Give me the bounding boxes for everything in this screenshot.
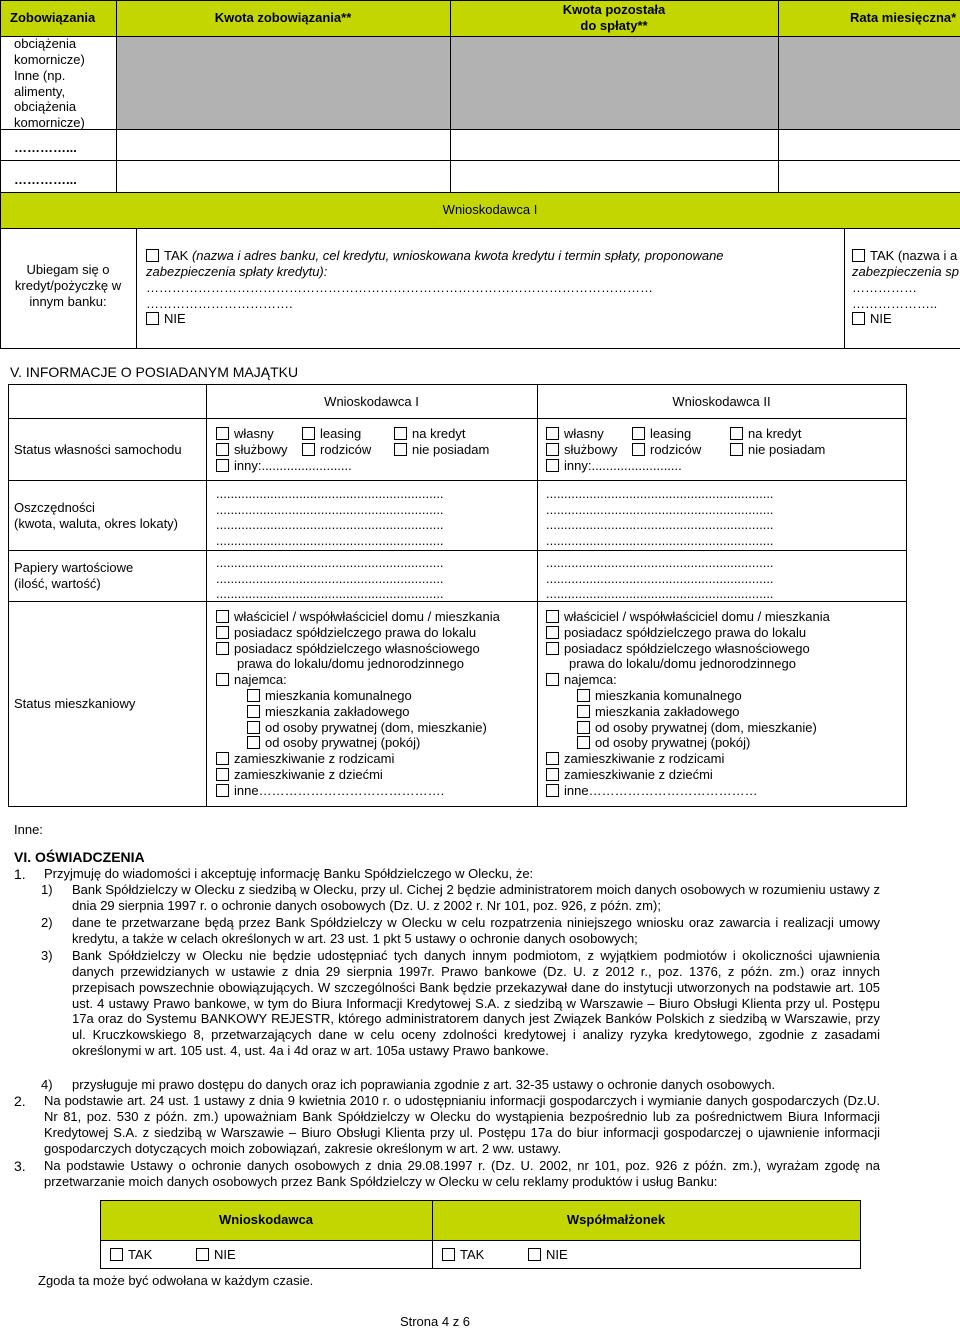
- header-zobowiazania: Zobowiązania: [10, 10, 96, 25]
- housing-coop-checkbox-2[interactable]: [546, 626, 559, 639]
- savings-dots-1[interactable]: ............................................................... ............................................................... ............................................................... ...............................................................: [216, 486, 444, 548]
- car-company-checkbox[interactable]: [216, 443, 229, 456]
- housing-options-1: właściciel / współwłaściciel domu / mieszkania posiadacz spółdzielczego prawa do lokalu posiadacz spółdzielczego własnościowego prawa do lokalu/domu jednorodzinnego najemca: mieszkania komunalnego mieszkania zakładowego od osoby prywatnej (dom, mieszkanie) od osoby prywatnej (pokój) zamieszkiwanie z rodzicami zamieszkiwanie z dziećmi inne…………………………………….: [216, 609, 500, 799]
- applicant-header: Wnioskodawca I: [442, 202, 538, 217]
- header-kwota-pozostala: Kwota pozostała do spłaty**: [562, 2, 666, 33]
- page-number: Strona 4 z 6: [399, 1314, 471, 1329]
- header-rata: Rata miesięczna*: [850, 10, 957, 25]
- car-other-checkbox[interactable]: [216, 459, 229, 472]
- car-credit-checkbox-2[interactable]: [730, 427, 743, 440]
- nie-checkbox[interactable]: [146, 312, 159, 325]
- housing-company-checkbox[interactable]: [247, 705, 260, 718]
- consent-spouse-nie-checkbox[interactable]: [528, 1248, 541, 1261]
- housing-children-checkbox-2[interactable]: [546, 768, 559, 781]
- housing-owner-checkbox[interactable]: [216, 610, 229, 623]
- housing-coop-checkbox[interactable]: [216, 626, 229, 639]
- car-none-checkbox[interactable]: [394, 443, 407, 456]
- statements: 1. Przyjmuję do wiadomości i akceptuję informację Banku Spółdzielczego w Olecku, że: 1) Bank Spółdzielczy w Olecku z siedzibą w Olecku, przy ul. Cichej 2 będzie administratorem moich danych osobowych w rozumieniu ustawy z dnia 29 sierpnia 1997 r. o ochronie danych osobowych (Dz. U. z 2002 r. Nr 101, poz. 926, z późn. zm); 2) dane te przetwarzane będą przez Bank Spółdzielczy w Olecku w celu rozpatrzenia niniejszego wniosku oraz zawarcia i realizacji umowy kredytu, a także w celach określonych w art. 23 ust. 1 pkt 5 ustawy o ochronie danych osobowych; 3) Bank Spółdzielczy w Olecku nie będzie udostępniać tych danych innym podmiotom, z wyjątkiem podmiotów i okoliczności ujawnienia danych przewidzianych w ustawie z dnia 29 sierpnia 1997r. Prawo bankowe (Dz. U. z 2012 r., poz. 1376, z późn. zm.) oraz innych przepisach powszechnie obowiązujących. W szczególności Bank będzie przekazywał dane do instytucji utworzonych na podstawie art. 105 ust. 4 ustawy Prawo bankowe, w tym do Biura Informacji Kredytowej S.A. z siedzibą w Warszawie – Biuro Obsługi Klienta przy ul. Postępu 17a oraz do Systemu BANKOWY REJESTR, którego administratorem danych jest Związek Banków Polskich z siedzibą w Warszawie, przy ul. Kruczkowskiego 8, przetwarzających dane w celu oceny zdolności kredytowej i analizy ryzyka kredytowego, zgodnie z zasadami określonymi w art. 105 ust. 4, ust. 4a i 4d oraz w art. 105a ustawy Prawo bankowe. 4) przysługuje mi prawo dostępu do danych oraz ich poprawiania zgodnie z art. 32-35 ustawy o ochronie danych osobowych. 2. Na podstawie art. 24 ust. 1 ustawy z dnia 9 kwietnia 2010 r. o udostępnianiu informacji gospodarczych i wymianie danych gospodarczych (Dz.U. Nr 81, poz. 530 z późn. zm.) upoważniam Bank Spółdzielczy w Olecku do wystąpienia bezpośrednio lub za pośrednictwem Biura Informacji Kredytowej S.A. z siedzibą w Warszawie – Biuro Obsługi Klienta przy ul. Postępu 17a do biur informacji gospodarczej o ujawnienie informacji gospodarczych dotyczących moich zobowiązań, zakresie określonym w art. 2 ww. ustawy. 3. Na podstawie Ustawy o ochronie danych osobowych z dnia 29.08.1997 r. (Dz. U. 2002, nr 101, poz. 926 z późn. zm.), wyrażam zgodę na przetwarzanie moich danych osobowych przez Bank Spółdzielczy w Olecku w celu reklamy produktów i usług Banku:: [14, 866, 880, 1189]
- loan-tak-block-right: TAK (nazwa i a zabezpieczenia sp …………… ……………….. NIE: [852, 248, 959, 327]
- consent-spouse-tak-checkbox[interactable]: [442, 1248, 455, 1261]
- housing-parents-checkbox[interactable]: [216, 752, 229, 765]
- securities-dots-2[interactable]: ............................................................... ............................................................... ...............................................................: [546, 555, 774, 601]
- row-obciazenia: obciążenia komornicze) Inne (np. alimenty, obciążenia komornicze): [14, 36, 85, 131]
- car-parents-checkbox-2[interactable]: [632, 443, 645, 456]
- row-other-2: …………...: [14, 172, 77, 187]
- housing-coop-own-checkbox[interactable]: [216, 642, 229, 655]
- housing-tenant-checkbox[interactable]: [216, 673, 229, 686]
- col-header-applicant-1: Wnioskodawca I: [324, 394, 419, 409]
- housing-communal-checkbox-2[interactable]: [577, 689, 590, 702]
- housing-options-2: właściciel / współwłaściciel domu / mieszkania posiadacz spółdzielczego prawa do lokalu posiadacz spółdzielczego własnościowego prawa do lokalu/domu jednorodzinnego najemca: mieszkania komunalnego mieszkania zakładowego od osoby prywatnej (dom, mieszkanie) od osoby prywatnej (pokój) zamieszkiwanie z rodzicami zamieszkiwanie z dziećmi inne…………………………………: [546, 609, 830, 799]
- consent-header-spouse: Współmałżonek: [566, 1212, 666, 1227]
- car-own-checkbox[interactable]: [216, 427, 229, 440]
- securities-label: Papiery wartościowe (ilość, wartość): [14, 560, 134, 591]
- consent-spouse-options: TAK NIE: [442, 1247, 568, 1263]
- section-v-title: V. INFORMACJE O POSIADANYM MAJĄTKU: [10, 364, 299, 380]
- consent-applicant-nie-checkbox[interactable]: [196, 1248, 209, 1261]
- housing-company-checkbox-2[interactable]: [577, 705, 590, 718]
- loan-tak-block: TAK (nazwa i adres banku, cel kredytu, wnioskowana kwota kredytu i termin spłaty, proponowane zabezpieczenia spłaty kredytu): ……………………………………………………………………………………………………… ……………………………. NIE: [146, 248, 724, 327]
- housing-other-checkbox[interactable]: [216, 784, 229, 797]
- housing-private-house-checkbox[interactable]: [247, 721, 260, 734]
- grey-cells: [116, 36, 960, 129]
- car-company-checkbox-2[interactable]: [546, 443, 559, 456]
- car-leasing-checkbox[interactable]: [302, 427, 315, 440]
- housing-children-checkbox[interactable]: [216, 768, 229, 781]
- header-kwota-zobowiazania: Kwota zobowiązania**: [214, 10, 352, 25]
- nie-checkbox-right[interactable]: [852, 312, 865, 325]
- housing-parents-checkbox-2[interactable]: [546, 752, 559, 765]
- car-options-1: własny leasing na kredyt służbowy rodziców nie posiadam inny:.........................: [216, 426, 489, 473]
- consent-revoke-note: Zgoda ta może być odwołana w każdym czasie.: [38, 1273, 314, 1288]
- consent-applicant-tak-checkbox[interactable]: [110, 1248, 123, 1261]
- consent-header-applicant: Wnioskodawca: [219, 1212, 313, 1227]
- car-status-label: Status własności samochodu: [14, 442, 182, 457]
- car-own-checkbox-2[interactable]: [546, 427, 559, 440]
- housing-private-house-checkbox-2[interactable]: [577, 721, 590, 734]
- savings-label: Oszczędności (kwota, waluta, okres lokaty): [14, 500, 179, 531]
- housing-communal-checkbox[interactable]: [247, 689, 260, 702]
- securities-dots-1[interactable]: ............................................................... ............................................................... ...............................................................: [216, 555, 444, 601]
- savings-dots-2[interactable]: ............................................................... ............................................................... ............................................................... ...............................................................: [546, 486, 774, 548]
- housing-other-checkbox-2[interactable]: [546, 784, 559, 797]
- car-credit-checkbox[interactable]: [394, 427, 407, 440]
- car-other-checkbox-2[interactable]: [546, 459, 559, 472]
- col-header-applicant-2: Wnioskodawca II: [672, 394, 771, 409]
- housing-coop-own-checkbox-2[interactable]: [546, 642, 559, 655]
- loan-label: Ubiegam się o kredyt/pożyczkę w innym banku:: [14, 262, 122, 309]
- housing-tenant-checkbox-2[interactable]: [546, 673, 559, 686]
- tak-checkbox[interactable]: [146, 249, 159, 262]
- housing-owner-checkbox-2[interactable]: [546, 610, 559, 623]
- other-assets-label: Inne:: [14, 822, 43, 837]
- car-none-checkbox-2[interactable]: [730, 443, 743, 456]
- consent-applicant-options: TAK NIE: [110, 1247, 236, 1263]
- car-parents-checkbox[interactable]: [302, 443, 315, 456]
- tak-checkbox-right[interactable]: [852, 249, 865, 262]
- housing-private-room-checkbox[interactable]: [247, 736, 260, 749]
- car-leasing-checkbox-2[interactable]: [632, 427, 645, 440]
- car-options-2: własny leasing na kredyt służbowy rodziców nie posiadam inny:.........................: [546, 426, 825, 473]
- section-vi-title: VI. OŚWIADCZENIA: [14, 849, 145, 865]
- housing-label: Status mieszkaniowy: [14, 696, 136, 711]
- housing-private-room-checkbox-2[interactable]: [577, 736, 590, 749]
- row-other-1: …………...: [14, 140, 77, 155]
